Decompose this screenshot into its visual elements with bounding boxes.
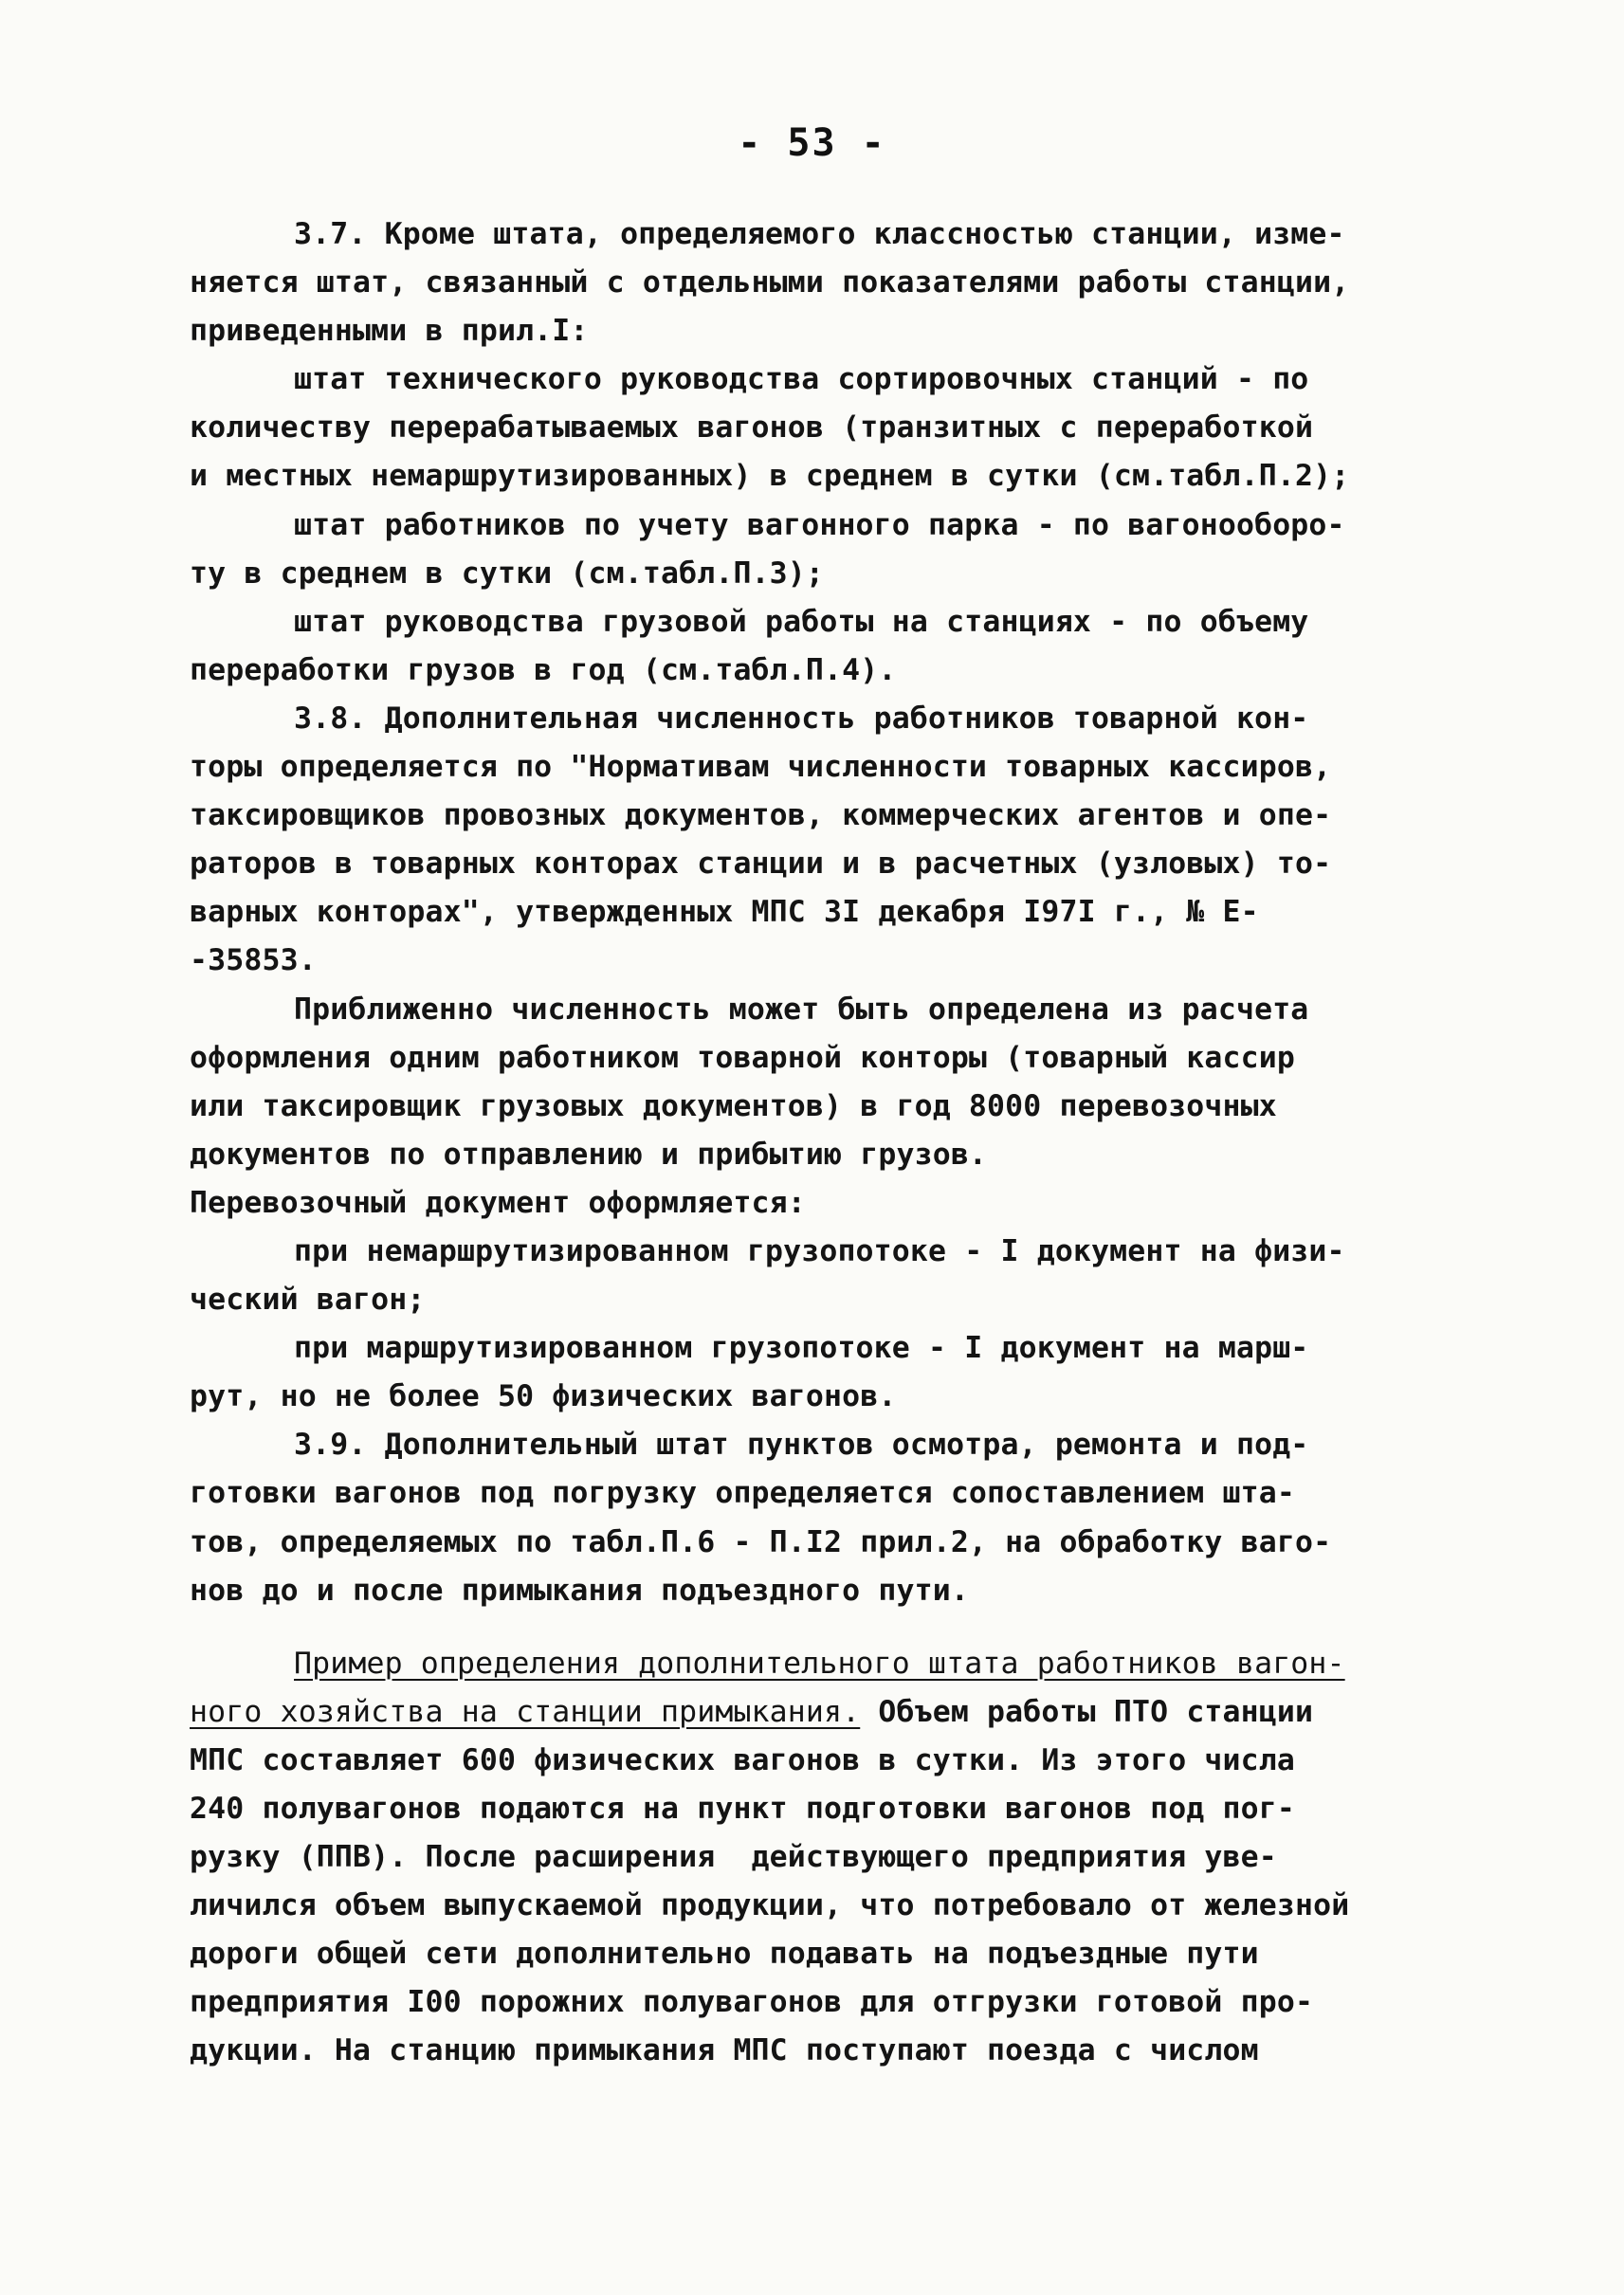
paragraph-line: 3.8. Дополнительная численность работников товарной кон- <box>294 701 1309 736</box>
paragraph-line: готовки вагонов под погрузку определяется сопоставлением шта- <box>190 1476 1295 1511</box>
example-line: дороги общей сети дополнительно подавать на подъездные пути <box>190 1937 1259 1972</box>
example-line: МПС составляет 600 физических вагонов в сутки. Из этого числа <box>190 1742 1295 1777</box>
paragraph-line: приведенными в прил.I: <box>190 314 589 349</box>
paragraph-line: таксировщиков провозных документов, коммерческих агентов и опе- <box>190 798 1332 833</box>
paragraph-gap <box>190 1615 1432 1640</box>
paragraph-line: Перевозочный документ оформляется: <box>190 1185 806 1220</box>
page-number: - 53 - <box>738 121 886 165</box>
paragraph-line: оформления одним работником товарной конторы (товарный кассир <box>190 1040 1295 1075</box>
paragraph-line: при немаршрутизированном грузопотоке - I документ на физи- <box>294 1233 1345 1268</box>
example-text: Объем работы ПТО станции <box>860 1694 1314 1729</box>
paragraph-line: ческий вагон; <box>190 1283 426 1318</box>
example-line: личился объем выпускаемой продукции, что потребовало от железной <box>190 1888 1350 1923</box>
example-line: дукции. На станцию примыкания МПС поступают поезда с числом <box>190 2033 1259 2068</box>
paragraph-line: ту в среднем в сутки (см.табл.П.3); <box>190 556 825 591</box>
paragraph-line: 3.7. Кроме штата, определяемого классностью станции, изме- <box>294 217 1345 251</box>
paragraph-line: и местных немаршрутизированных) в среднем в сутки (см.табл.П.2); <box>190 459 1350 494</box>
example-line: 240 полувагонов подаются на пункт подготовки вагонов под пог- <box>190 1792 1295 1826</box>
example-line <box>190 1688 1432 1737</box>
paragraph-line: няется штат, связанный с отдельными показателями работы станции, <box>190 265 1350 301</box>
paragraph-line: количеству перерабатываемых вагонов (транзитных с переработкой <box>190 410 1314 446</box>
paragraph-line: рут, но не более 50 физических вагонов. <box>190 1379 897 1414</box>
paragraph-line: нов до и после примыкания подъездного пути. <box>190 1573 969 1608</box>
paragraph-line: штат работников по учету вагонного парка - по вагонооборо- <box>294 507 1345 542</box>
paragraph-line: торы определяется по "Нормативам численности товарных кассиров, <box>190 750 1332 785</box>
paragraph-line: варных конторах", утвержденных МПС 3I декабря I97I г., № Е- <box>190 895 1259 930</box>
example-line <box>190 1640 1432 1688</box>
paragraph-line: штат технического руководства сортировочных станций - по <box>294 362 1309 397</box>
paragraph-line: штат руководства грузовой работы на станциях - по объему <box>294 604 1309 639</box>
example-line: рузку (ППВ). После расширения действующего предприятия уве- <box>190 1840 1277 1875</box>
paragraph-line: документов по отправлению и прибытию грузов. <box>190 1137 988 1172</box>
paragraph-line: при маршрутизированном грузопотоке - I документ на марш- <box>294 1331 1309 1366</box>
paragraph-line: тов, определяемых по табл.П.6 - П.I2 прил.2, на обработку ваго- <box>190 1524 1332 1559</box>
paragraph-line: -35853. <box>190 943 317 978</box>
paragraph-line: раторов в товарных конторах станции и в расчетных (узловых) то- <box>190 847 1332 882</box>
main-text <box>190 210 1432 2076</box>
paragraph-line: 3.9. Дополнительный штат пунктов осмотра, ремонта и под- <box>294 1428 1309 1463</box>
paragraph-line: Приближенно численность может быть определена из расчета <box>294 992 1309 1027</box>
example-line: предприятия I00 порожних полувагонов для отгрузки готовой про- <box>190 1985 1314 2020</box>
example-heading-part-1: Пример определения дополнительного штата работников вагон- <box>294 1646 1345 1681</box>
example-heading-part-2: ного хозяйства на станции примыкания. <box>190 1694 861 1729</box>
paragraph-line: или таксировщик грузовых документов) в год 8000 перевозочных <box>190 1088 1277 1123</box>
paragraph-line: переработки грузов в год (см.табл.П.4). <box>190 652 897 687</box>
